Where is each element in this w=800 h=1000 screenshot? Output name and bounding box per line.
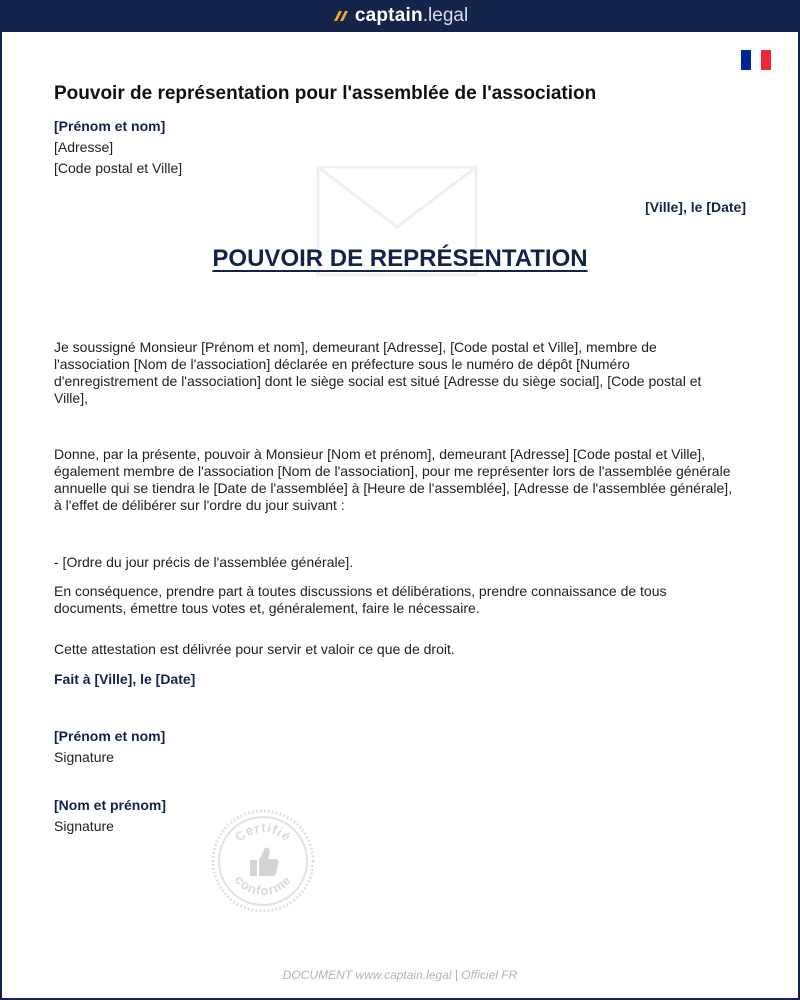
footer-text: DOCUMENT www.captain.legal | Officiel FR [282,968,518,982]
signer-1-signature: Signature [54,749,114,765]
france-flag-icon [741,50,771,70]
heading-text: POUVOIR DE REPRÉSENTATION [212,245,588,272]
certified-stamp [210,808,316,914]
made-at: Fait à [Ville], le [Date] [54,671,196,687]
brand-logo[interactable] [332,5,468,27]
paragraph-declarant: Je soussigné Monsieur [Prénom et nom], demeurant [Adresse], [Code postal et Ville], membre de l'association [Nom de l'association] déclarée en préfecture sous le numéro de dépôt [Numéro d'enregistrement de l'association] dont le siège social est situé [Adresse du siège social], [Code postal et Ville], [54,339,702,406]
place-date: [Ville], le [Date] [645,199,746,215]
document-heading [2,245,798,273]
sender-name: [Prénom et nom] [54,118,166,134]
logo-text-main: captain [354,5,423,26]
header-bar [2,0,798,32]
signer-2-signature: Signature [54,818,114,834]
agenda-item: - [Ordre du jour précis de l'assemblée générale]. [54,554,354,570]
document-title: Pouvoir de représentation pour l'assemblée de l'association [54,83,597,104]
sender-address: [Adresse] [54,139,114,155]
paragraph-mandate: Donne, par la présente, pouvoir à Monsieur [Nom et prénom], demeurant [Adresse] [Code postal et Ville], également membre de l'association [Nom de l'association], pour me représenter lors de l'assemblée générale annuelle qui se tiendra le [Date de l'assemblée] à [Heure de l'assemblée], [Adresse de l'assemblée générale], à l'effet de délibérer sur l'ordre du jour suivant : [54,446,733,513]
paragraph-consequence: En conséquence, prendre part à toutes discussions et délibérations, prendre connaissance de tous documents, émettre tous votes et, généralement, faire le nécessaire. [54,583,667,616]
stamp-text-bottom: conforme [231,872,295,899]
logo-text-sub: .legal [422,5,469,26]
signer-2-name: [Nom et prénom] [54,797,166,813]
captain-logo-icon [332,9,350,23]
signer-1-name: [Prénom et nom] [54,728,166,744]
thumbs-up-icon [250,848,279,877]
stamp-text-top: Certifié [231,819,295,845]
paragraph-attestation: Cette attestation est délivrée pour servir et valoir ce que de droit. [54,641,455,657]
svg-text:conforme [232,872,294,898]
sender-city: [Code postal et Ville] [54,160,183,176]
